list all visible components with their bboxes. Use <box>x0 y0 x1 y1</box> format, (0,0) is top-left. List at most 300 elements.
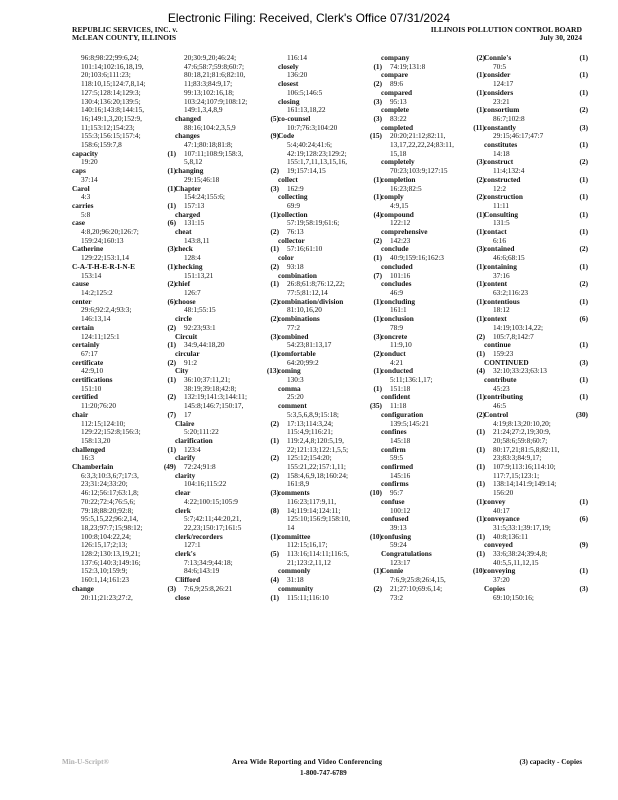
index-page-references: 132:19;141:3;144:11; <box>184 392 247 402</box>
index-page-references: 16;149:1,3,20;152:9, <box>81 113 143 123</box>
index-count: (1) <box>373 296 382 306</box>
index-page-references: 14:18 <box>493 148 510 158</box>
index-page-references: 74:19;131:8 <box>390 61 426 71</box>
index-page-references: 112:15;16,17; <box>287 540 328 550</box>
index-page-references: 125:10;156:9;158:10, <box>287 514 351 524</box>
index-headword: Consulting <box>484 209 519 219</box>
index-entry <box>72 324 192 341</box>
index-entry <box>72 150 192 167</box>
index-count: (3) <box>579 583 588 593</box>
index-page-references: 37:16 <box>493 270 510 280</box>
index-page-references: 106:5;146:5 <box>287 87 323 97</box>
index-page-references: 57:16;61:10 <box>287 244 323 254</box>
index-page-references: 104:16;115:22 <box>184 479 227 489</box>
index-page-references: 107:11;108:9;158:3, <box>184 148 244 158</box>
index-headword: construction <box>484 192 523 202</box>
index-count: (3) <box>167 583 176 593</box>
index-entry <box>484 315 604 341</box>
index-page-references: 159:24;160:13 <box>81 235 124 245</box>
index-column-4 <box>381 54 501 746</box>
index-page-references: 4:8,20;96:20;126:7; <box>81 227 139 237</box>
index-count: (1) <box>476 514 485 524</box>
index-headword: certificate <box>72 357 104 367</box>
index-entry <box>72 359 192 376</box>
index-page-references: 81:10,16,20 <box>287 305 322 315</box>
index-entry <box>72 185 192 202</box>
index-page-references: 126:7 <box>184 287 201 297</box>
index-page-references: 112:15;124:10; <box>81 418 126 428</box>
index-headword: Chamberlain <box>72 462 114 472</box>
index-count: (3) <box>579 122 588 132</box>
index-headword: contribute <box>484 375 517 385</box>
index-page-references: 46:6;68:15 <box>493 253 525 263</box>
index-headword: CONTINUED <box>484 357 529 367</box>
index-page-references: 10:7;76:3;104:20 <box>287 122 338 132</box>
index-page-references: 26:8;61:8;76:12,22; <box>287 279 345 289</box>
index-page-references: 22;121:13;122:1,5,5; <box>287 444 349 454</box>
index-headword: compound <box>381 209 414 219</box>
index-headword: Claire <box>175 418 195 428</box>
index-page-references: 17:13;114:3,24; <box>287 418 334 428</box>
index-headword: Control <box>484 409 509 419</box>
index-headword: commonly <box>278 566 311 576</box>
index-entry <box>278 272 398 298</box>
index-page-references: 88:16;104:2,3,5,9 <box>184 122 236 132</box>
index-page-references: 127:1 <box>184 540 201 550</box>
index-headword: closely <box>278 61 299 71</box>
index-entry <box>175 420 295 437</box>
index-page-references: 84:6;143:19 <box>184 566 220 576</box>
index-page-references: 42:19;128:23;129:2; <box>287 148 347 158</box>
index-entry <box>175 245 295 262</box>
index-entry <box>278 237 398 254</box>
index-page-references: 7:6,9;25:8,26:21 <box>184 583 233 593</box>
index-entry <box>175 115 295 132</box>
index-count: (2) <box>167 279 176 289</box>
index-entry <box>175 454 295 471</box>
index-page-references: 31:5;33:1;39:17,19; <box>493 522 551 532</box>
index-page-references: 16:3 <box>81 453 94 463</box>
index-count: (2) <box>476 331 485 341</box>
index-page-references: 76:13 <box>287 227 304 237</box>
index-count: (1) <box>579 209 588 219</box>
index-headword: comma <box>278 383 301 393</box>
index-headword: complete <box>381 105 409 115</box>
case-title-line1: REPUBLIC SERVICES, INC. v. <box>72 25 178 34</box>
index-headword: compare <box>381 70 409 80</box>
index-page-references: 123:4 <box>184 444 201 454</box>
index-count: (7) <box>373 270 382 280</box>
index-headword-line <box>175 594 295 603</box>
index-headword: circular <box>175 348 200 358</box>
index-page-references: 4:3 <box>81 192 91 202</box>
index-entry <box>484 124 604 141</box>
index-page-references: 69:9 <box>287 200 300 210</box>
index-page-references: 14:19;103:14,22; <box>493 322 544 332</box>
index-count: (2) <box>270 261 279 271</box>
index-count: (3) <box>476 157 485 167</box>
index-entry <box>484 71 604 88</box>
index-entry <box>175 507 295 533</box>
index-page-references: 7:13;34:9;44:18; <box>184 557 233 567</box>
index-count: (1) <box>373 174 382 184</box>
index-page-references: 31:18 <box>287 575 304 585</box>
index-page-references: 39:13 <box>390 522 407 532</box>
index-page-references: 115:11;116:10 <box>287 592 329 602</box>
index-page-references: 34:9,44:18,20 <box>184 340 225 350</box>
page-range: (3) capacity - Copies <box>519 758 582 766</box>
index-count: (2) <box>579 244 588 254</box>
index-page-references: 11:9,10 <box>390 340 412 350</box>
index-count: (2) <box>373 583 382 593</box>
index-entry <box>484 245 604 262</box>
index-count: (8) <box>270 505 279 515</box>
index-headword: completion <box>381 174 416 184</box>
index-entry <box>484 280 604 297</box>
index-page-references: 11:20;76:20 <box>81 401 116 411</box>
index-page-references: 129:22;152:8;156:3; <box>81 427 141 437</box>
index-headword: changed <box>175 113 201 123</box>
index-count: (9) <box>270 131 279 141</box>
index-count: (1) <box>167 166 176 176</box>
index-entry <box>381 446 501 463</box>
index-headword: carries <box>72 200 94 210</box>
index-page-references: 138:14;141:9;149:14; <box>493 479 557 489</box>
index-entry <box>175 333 295 350</box>
index-headword: clerk's <box>175 549 196 559</box>
index-entry <box>278 489 398 533</box>
index-count: (2) <box>476 192 485 202</box>
index-page-references: 145:8;146:7;150:17, <box>184 401 244 411</box>
index-headword: change <box>72 583 94 593</box>
index-headword: chief <box>175 279 190 289</box>
index-entry <box>72 585 192 602</box>
index-entry <box>72 341 192 358</box>
index-page-references: 11;153:12;154:23; <box>81 122 135 132</box>
index-page-references: 11;83:3;84:9,17; <box>184 79 233 89</box>
index-count: (3) <box>270 183 279 193</box>
index-page-references: 42:9,10 <box>81 366 104 376</box>
index-page-references: 127:5;128:14;129:3; <box>81 87 141 97</box>
index-entry <box>72 263 192 280</box>
index-count: (1) <box>476 531 485 541</box>
index-headword: Connie <box>381 566 404 576</box>
index-headword: confident <box>381 392 411 402</box>
index-page-references: 25:20 <box>287 392 304 402</box>
index-page-references: 23;31:24;33:20; <box>81 479 128 489</box>
index-page-references: 130:4;136:20;139:5; <box>81 96 141 106</box>
index-page-references: 105:7,8;142:7 <box>493 331 534 341</box>
index-entry <box>278 211 398 237</box>
index-entry <box>278 193 398 210</box>
index-page-references: 149:1,3,4,8,9 <box>184 105 223 115</box>
index-headword: certain <box>72 322 94 332</box>
index-count: (1) <box>579 340 588 350</box>
index-entry <box>381 567 501 602</box>
index-headword: circle <box>175 314 192 324</box>
index-count: (1) <box>476 427 485 437</box>
index-count: (1) <box>579 140 588 150</box>
index-headword: combination <box>278 270 317 280</box>
index-count: (2) <box>373 235 382 245</box>
index-headword: Carol <box>72 183 90 193</box>
index-page-references: 23:21 <box>493 96 510 106</box>
index-headword: collect <box>278 174 298 184</box>
index-count: (1) <box>579 296 588 306</box>
index-entry <box>381 193 501 210</box>
index-entry <box>484 515 604 541</box>
index-entry <box>484 54 604 71</box>
index-count: (3) <box>373 113 382 123</box>
index-page-references: 79:18;88:20;92:8; <box>81 505 134 515</box>
index-count: (5) <box>270 549 279 559</box>
index-count: (1) <box>167 261 176 271</box>
index-entry <box>484 106 604 123</box>
index-entry <box>381 124 501 159</box>
index-count: (9) <box>579 540 588 550</box>
index-headword: conveyance <box>484 514 520 524</box>
index-count: (35) <box>369 401 382 411</box>
index-headword: collecting <box>278 192 308 202</box>
index-entry <box>381 428 501 445</box>
index-page-references: 59:5 <box>390 453 403 463</box>
index-count: (2) <box>270 418 279 428</box>
index-entry <box>175 263 295 280</box>
index-count: (6) <box>579 314 588 324</box>
index-page-references: 122:12 <box>390 218 411 228</box>
index-entry <box>381 350 501 367</box>
index-headword: color <box>278 253 294 263</box>
index-page-references: 158:13,20 <box>81 435 111 445</box>
index-count: (6) <box>167 218 176 228</box>
index-count: (1) <box>476 227 485 237</box>
index-page-references: 154:24;155:6; <box>184 192 225 202</box>
index-page-references: 159:23 <box>493 348 514 358</box>
index-entry <box>72 280 192 297</box>
index-headword: conduct <box>381 348 406 358</box>
index-headword: clerk/recorders <box>175 531 223 541</box>
index-count: (1) <box>373 61 382 71</box>
index-entry <box>484 176 604 193</box>
index-page-references: 73:2 <box>390 592 403 602</box>
index-headword: conclude <box>381 244 409 254</box>
index-headword: cause <box>72 279 90 289</box>
index-page-references: 128:2;130:13,19,21; <box>81 549 141 559</box>
index-headword: committee <box>278 531 311 541</box>
index-count: (2) <box>476 174 485 184</box>
index-page-references: 21:24;27:2,19;30:9, <box>493 427 551 437</box>
index-count: (2) <box>270 453 279 463</box>
index-headword: Clifford <box>175 575 201 585</box>
index-entry <box>72 202 192 219</box>
index-page-references: 14;119:14;124:11; <box>287 505 341 515</box>
index-entry <box>278 80 398 97</box>
index-entry <box>484 376 604 393</box>
index-count: (7) <box>167 409 176 419</box>
index-headword: coming <box>278 366 301 376</box>
index-headword: comment <box>278 401 307 411</box>
index-page-references: 119:2,4,8;120:5,19, <box>287 435 344 445</box>
index-page-references: 36:10;37:11,21; <box>184 375 231 385</box>
index-count: (1) <box>270 435 279 445</box>
index-count: (11) <box>473 122 485 132</box>
index-page-references: 72:24;91:8 <box>184 462 216 472</box>
index-page-references: 161:13,18,22 <box>287 105 326 115</box>
index-headword: company <box>381 54 410 62</box>
index-headword: co-counsel <box>278 113 311 123</box>
index-entry <box>175 185 295 211</box>
index-headword: check <box>175 244 193 254</box>
index-headword: C-A-T-H-E-R-I-N-E <box>72 261 135 271</box>
index-page-references: 151:18 <box>390 383 411 393</box>
index-entry <box>278 132 398 176</box>
index-page-references: 151:10 <box>81 383 102 393</box>
index-page-references: 115:4,9;116:21; <box>287 427 333 437</box>
index-entry <box>381 280 501 297</box>
index-headword: consortium <box>484 105 520 115</box>
index-entry <box>278 567 398 584</box>
index-count: (1) <box>579 261 588 271</box>
min-u-script-brand: Min-U-Script® <box>62 758 109 766</box>
index-entry <box>484 498 604 515</box>
index-page-references: 37:14 <box>81 174 98 184</box>
index-headword: Congratulations <box>381 549 432 559</box>
index-page-references: 95:7 <box>390 488 403 498</box>
index-page-references: 29:15;46:18 <box>184 174 220 184</box>
index-entry <box>381 245 501 262</box>
index-count: (1) <box>579 54 588 62</box>
index-headword: containing <box>484 261 517 271</box>
index-page-references: 37:20 <box>493 575 510 585</box>
index-headword: clarification <box>175 435 213 445</box>
index-headword: contained <box>484 244 515 254</box>
index-page-references: 47:6;58:7;59:8;60:7; <box>184 61 244 71</box>
hearing-date: July 30, 2024 <box>539 33 582 42</box>
index-headword-line <box>72 185 192 194</box>
page-footer <box>62 756 582 786</box>
index-entry <box>175 576 295 593</box>
index-count: (2) <box>167 322 176 332</box>
index-count: (1) <box>167 148 176 158</box>
index-entry <box>72 446 192 463</box>
index-entry <box>381 533 501 550</box>
index-entry <box>381 211 501 228</box>
index-count: (10) <box>472 566 485 576</box>
index-page-references: 93:18 <box>287 261 304 271</box>
index-entry <box>381 480 501 497</box>
index-page-references: 29:15;46:17;47:7 <box>493 131 544 141</box>
index-count: (1) <box>579 496 588 506</box>
index-count: (1) <box>270 592 279 602</box>
index-count: (1) <box>270 279 279 289</box>
index-page-references: 80:17,21;81:5,8;82:11, <box>493 444 560 454</box>
index-headword: Circuit <box>175 331 198 341</box>
index-headword: combination/division <box>278 296 344 306</box>
index-entry <box>278 367 398 384</box>
index-page-references: 67:17 <box>81 348 98 358</box>
index-headword: Code <box>278 131 295 141</box>
index-column-5 <box>484 54 604 746</box>
index-page-references: 13,17,22,22,24;83:11, <box>390 140 454 150</box>
index-count: (10) <box>369 488 382 498</box>
index-count: (1) <box>270 531 279 541</box>
index-count: (13) <box>266 366 279 376</box>
index-headword: confused <box>381 514 409 524</box>
index-headword: chair <box>72 409 89 419</box>
index-page-references: 18,23;97:7;15;98:12; <box>81 522 143 532</box>
index-headword: context <box>484 314 507 324</box>
index-count: (1) <box>167 200 176 210</box>
index-headword: clarify <box>175 453 196 463</box>
index-count: (2) <box>476 409 485 419</box>
index-page-references: 160:1,14;161:23 <box>81 575 130 585</box>
index-page-references: 131:15 <box>184 218 205 228</box>
index-count: (3) <box>270 488 279 498</box>
index-entry <box>381 463 501 480</box>
index-headword: completed <box>381 122 414 132</box>
index-count: (1) <box>476 314 485 324</box>
index-page-references: 21;27:10;69:6,14; <box>390 583 443 593</box>
index-headword: completely <box>381 157 415 167</box>
index-page-references: 46:9 <box>390 287 403 297</box>
index-page-references: 6:3,3;10:3,6;7;17:3, <box>81 470 139 480</box>
index-count: (30) <box>575 409 588 419</box>
index-entry <box>381 411 501 428</box>
index-page-references: 20:11;21:23;27:2, <box>81 592 133 602</box>
index-page-references: 32:10;33:23;63:13 <box>493 366 547 376</box>
index-entry <box>381 89 501 106</box>
index-entry <box>72 298 192 324</box>
index-page-references: 118:10,15;124:7,8,14; <box>81 79 146 89</box>
index-entry <box>484 158 604 175</box>
index-page-references: 155:1,7,11,13,15,16, <box>287 157 348 167</box>
index-headword: certainly <box>72 340 100 350</box>
index-page-references: 6:16 <box>493 235 506 245</box>
index-page-references: 46:5 <box>493 401 506 411</box>
index-entry <box>175 489 295 506</box>
index-entry <box>278 333 398 350</box>
index-page-references: 11:4;132:4 <box>493 166 525 176</box>
index-count: (1) <box>476 87 485 97</box>
index-page-references: 101:16 <box>390 270 411 280</box>
index-page-references: 124:11;125:1 <box>81 331 120 341</box>
index-page-references: 117:7,15;123:1; <box>493 470 540 480</box>
index-entry <box>381 550 501 567</box>
index-count: (1) <box>373 366 382 376</box>
index-page-references: 162:9 <box>287 183 304 193</box>
index-count: (2) <box>373 348 382 358</box>
index-page-references: 40:9;159:16;162:3 <box>390 253 444 263</box>
index-count: (1) <box>476 261 485 271</box>
index-count: (3) <box>373 331 382 341</box>
electronic-filing-stamp: Electronic Filing: Received, Clerk's Office 07/31/2024 <box>167 11 451 25</box>
index-headword: conveyed <box>484 540 513 550</box>
index-entry <box>484 193 604 210</box>
index-page-references: 23;83:3;84:9,17; <box>493 453 542 463</box>
index-page-references: 4:19;8:13;20:10,20; <box>493 418 551 428</box>
index-page-references: 103:24;107:9;108:12; <box>184 96 248 106</box>
index-entry <box>381 71 501 88</box>
index-headword: Chapter <box>175 183 201 193</box>
index-headword: close <box>175 592 190 602</box>
index-page-references: 140:16;143:8;144:15, <box>81 105 145 115</box>
index-page-references: 15,18 <box>390 148 407 158</box>
index-headword: confirms <box>381 479 409 489</box>
index-entry <box>175 367 295 419</box>
index-headword: combined <box>278 331 309 341</box>
index-headword: closest <box>278 79 299 89</box>
index-count: (2) <box>579 105 588 115</box>
